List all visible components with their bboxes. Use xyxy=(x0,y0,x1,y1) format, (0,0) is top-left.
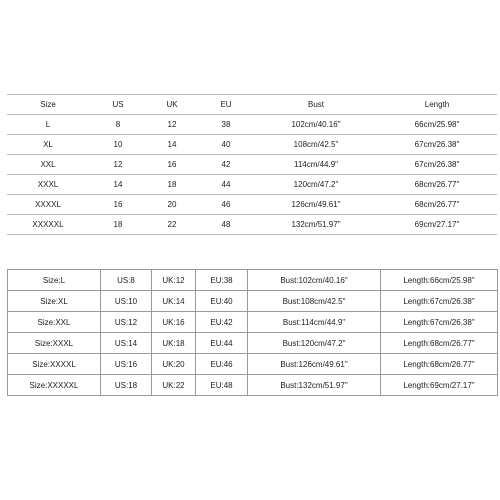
cell-eu: 48 xyxy=(197,215,255,235)
cell-uk: UK:20 xyxy=(152,354,196,375)
header-us: US xyxy=(89,95,147,115)
cell-bust: Bust:108cm/42.5" xyxy=(248,291,381,312)
table-row xyxy=(8,375,498,396)
table-row xyxy=(7,215,497,235)
cell-eu: EU:38 xyxy=(196,270,248,291)
cell-size: Size:XXL xyxy=(8,312,101,333)
cell-us: 18 xyxy=(89,215,147,235)
table-header-row xyxy=(7,95,497,115)
header-bust: Bust xyxy=(255,95,377,115)
cell-bust: Bust:114cm/44.9" xyxy=(248,312,381,333)
cell-uk: 20 xyxy=(147,195,197,215)
cell-length: 66cm/25.98" xyxy=(377,115,497,135)
cell-bust: 114cm/44.9" xyxy=(255,155,377,175)
cell-size: L xyxy=(7,115,89,135)
table-row xyxy=(8,354,498,375)
cell-length: Length:68cm/26.77" xyxy=(381,333,498,354)
cell-eu: EU:40 xyxy=(196,291,248,312)
size-chart-table xyxy=(7,94,497,235)
header-size: Size xyxy=(7,95,89,115)
cell-size: XL xyxy=(7,135,89,155)
cell-uk: UK:22 xyxy=(152,375,196,396)
cell-uk: UK:18 xyxy=(152,333,196,354)
cell-size: Size:L xyxy=(8,270,101,291)
cell-eu: 38 xyxy=(197,115,255,135)
cell-size: XXXL xyxy=(7,175,89,195)
cell-length: Length:67cm/26.38" xyxy=(381,291,498,312)
cell-length: Length:69cm/27.17" xyxy=(381,375,498,396)
cell-uk: 18 xyxy=(147,175,197,195)
cell-uk: 16 xyxy=(147,155,197,175)
cell-eu: EU:42 xyxy=(196,312,248,333)
table-row xyxy=(8,270,498,291)
cell-length: 68cm/26.77" xyxy=(377,195,497,215)
cell-eu: EU:46 xyxy=(196,354,248,375)
cell-bust: 108cm/42.5" xyxy=(255,135,377,155)
table-row xyxy=(7,155,497,175)
cell-bust: Bust:132cm/51.97" xyxy=(248,375,381,396)
cell-bust: 120cm/47.2" xyxy=(255,175,377,195)
cell-size: Size:XXXXXL xyxy=(8,375,101,396)
cell-us: US:14 xyxy=(101,333,152,354)
cell-length: 67cm/26.38" xyxy=(377,155,497,175)
header-uk: UK xyxy=(147,95,197,115)
cell-us: US:16 xyxy=(101,354,152,375)
size-detail-table xyxy=(7,269,498,396)
cell-length: 69cm/27.17" xyxy=(377,215,497,235)
cell-length: 68cm/26.77" xyxy=(377,175,497,195)
cell-us: 8 xyxy=(89,115,147,135)
header-eu: EU xyxy=(197,95,255,115)
cell-eu: 44 xyxy=(197,175,255,195)
cell-bust: 132cm/51.97" xyxy=(255,215,377,235)
table-row xyxy=(8,312,498,333)
cell-uk: 12 xyxy=(147,115,197,135)
cell-size: XXXXL xyxy=(7,195,89,215)
cell-us: 14 xyxy=(89,175,147,195)
cell-us: 10 xyxy=(89,135,147,155)
cell-us: US:10 xyxy=(101,291,152,312)
table-row xyxy=(8,291,498,312)
cell-size: Size:XL xyxy=(8,291,101,312)
cell-length: 67cm/26.38" xyxy=(377,135,497,155)
cell-size: Size:XXXL xyxy=(8,333,101,354)
cell-uk: 22 xyxy=(147,215,197,235)
header-length: Length xyxy=(377,95,497,115)
cell-us: US:18 xyxy=(101,375,152,396)
cell-length: Length:66cm/25.98" xyxy=(381,270,498,291)
cell-eu: EU:44 xyxy=(196,333,248,354)
cell-uk: UK:14 xyxy=(152,291,196,312)
cell-bust: 102cm/40.16" xyxy=(255,115,377,135)
cell-us: US:12 xyxy=(101,312,152,333)
cell-length: Length:68cm/26.77" xyxy=(381,354,498,375)
cell-size: XXXXXL xyxy=(7,215,89,235)
cell-us: 16 xyxy=(89,195,147,215)
cell-eu: EU:48 xyxy=(196,375,248,396)
cell-length: Length:67cm/26.38" xyxy=(381,312,498,333)
cell-bust: Bust:120cm/47.2" xyxy=(248,333,381,354)
cell-eu: 42 xyxy=(197,155,255,175)
cell-bust: 126cm/49.61" xyxy=(255,195,377,215)
table-row xyxy=(7,115,497,135)
cell-eu: 40 xyxy=(197,135,255,155)
cell-eu: 46 xyxy=(197,195,255,215)
cell-size: XXL xyxy=(7,155,89,175)
table-row xyxy=(8,333,498,354)
table-row xyxy=(7,135,497,155)
cell-size: Size:XXXXL xyxy=(8,354,101,375)
cell-uk: UK:16 xyxy=(152,312,196,333)
cell-bust: Bust:102cm/40.16" xyxy=(248,270,381,291)
cell-us: 12 xyxy=(89,155,147,175)
cell-bust: Bust:126cm/49.61" xyxy=(248,354,381,375)
cell-us: US:8 xyxy=(101,270,152,291)
cell-uk: UK:12 xyxy=(152,270,196,291)
table-row xyxy=(7,195,497,215)
cell-uk: 14 xyxy=(147,135,197,155)
table-row xyxy=(7,175,497,195)
